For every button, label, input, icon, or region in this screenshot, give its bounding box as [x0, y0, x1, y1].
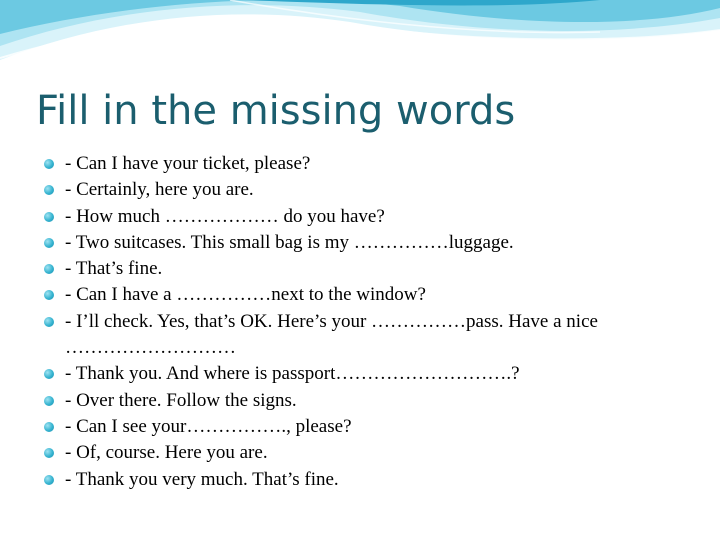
list-item: - Can I have a ……………next to the window? [44, 282, 694, 308]
list-item: - Can I have your ticket, please? [44, 151, 694, 177]
list-item: - Thank you. And where is passport……………………….? [44, 361, 694, 387]
list-item: - I’ll check. Yes, that’s OK. Here’s your ……………pass. Have a nice ……………………… [44, 309, 694, 362]
list-item: - That’s fine. [44, 256, 694, 282]
list-item: - Certainly, here you are. [44, 177, 694, 203]
list-item: - How much ……………… do you have? [44, 204, 694, 230]
header-wave-decoration [0, 0, 720, 90]
list-item: - Can I see your……………., please? [44, 414, 694, 440]
slide-title: Fill in the missing words [36, 88, 516, 134]
list-item: - Over there. Follow the signs. [44, 388, 694, 414]
list-item: - Two suitcases. This small bag is my ……………luggage. [44, 230, 694, 256]
list-item: - Thank you very much. That’s fine. [44, 467, 694, 493]
list-item: - Of, course. Here you are. [44, 440, 694, 466]
dialogue-list [44, 151, 694, 493]
